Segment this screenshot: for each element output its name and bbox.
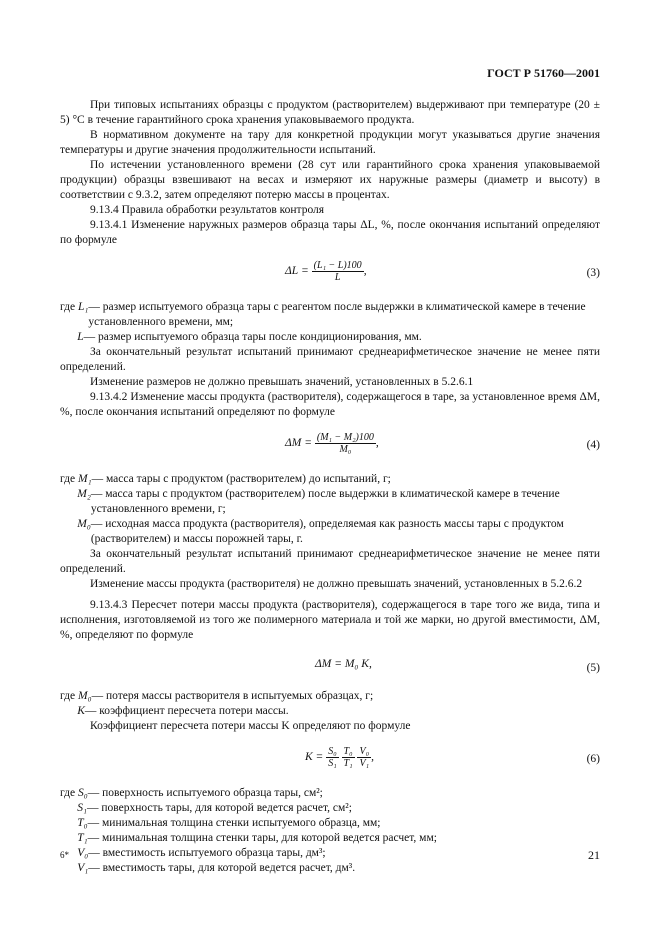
paragraph: Изменение массы продукта (растворителя) не должно превышать значений, установленных в 5.2.6.2 (90, 578, 583, 590)
formula-relation: = (304, 437, 312, 449)
def-symbol: T₀ (77, 817, 88, 829)
def-symbol: M₀ (77, 690, 92, 702)
def-text: — потеря массы растворителя в испытуемых образцах, г; (91, 690, 374, 702)
formula-lhs: K (305, 751, 313, 763)
def-text: — исходная масса продукта (растворителя), определяемая как разность массы тары с продуктом (растворителем) и массы порожней тары, г. (90, 518, 564, 545)
definition-item (60, 861, 600, 876)
paragraph: Изменение размеров не должно превышать значений, установленных в 5.2.6.1 (90, 376, 474, 388)
fraction-denominator: M₀ (339, 444, 352, 455)
def-lead (60, 331, 77, 343)
signature-mark: 6* (60, 850, 69, 860)
def-lead (60, 705, 77, 717)
formula-fraction (357, 746, 371, 769)
fraction-numerator: T₀ (343, 746, 353, 757)
formula-5 (60, 651, 600, 681)
paragraph: 9.13.4.1 Изменение наружных размеров образца тары ΔL, %, после окончания испытаний определяют по формуле (60, 219, 600, 246)
formula-expression: ΔM = M₀ K, (315, 658, 372, 670)
def-text: — поверхность испытуемого образца тары, см²; (87, 787, 323, 799)
def-lead (60, 802, 77, 814)
def-lead: где (60, 301, 78, 313)
formula-fraction (312, 260, 364, 283)
formula-fraction (326, 746, 338, 769)
paragraph: При типовых испытаниях образцы с продуктом (растворителем) выдерживают при температуре (20 ± 5) °С в течение гарантийного срока хранения упаковываемого продукта. (60, 99, 600, 126)
fraction-denominator: L (334, 272, 341, 283)
def-text: — поверхность тары, для которой ведется расчет, см²; (87, 802, 352, 814)
definition-item (60, 330, 600, 345)
fraction-denominator: V₁ (359, 758, 370, 769)
definition-item (60, 487, 600, 517)
paragraph: 9.13.4.2 Изменение массы продукта (растворителя), содержащегося в таре, за установленное время ΔM, %, после окончания испытаний определяют по формуле (60, 391, 600, 418)
formula-number: (5) (586, 662, 600, 674)
def-symbol: V₀ (77, 847, 89, 859)
formula-fraction (342, 746, 355, 769)
def-text: — вместимость испытуемого образца тары, дм³; (88, 847, 326, 859)
def-text: — вместимость тары, для которой ведется расчет, дм³. (88, 862, 356, 874)
paragraph: 9.13.4.3 Пересчет потери массы продукта (растворителя), содержащегося в таре того же вида, типа и исполнения, изготовляемой из того же полимерного материала и той же марки, но другой вместимости, ΔM, %, определяют по формуле (60, 599, 600, 641)
standard-code-header: ГОСТ Р 51760—2001 (487, 66, 600, 80)
section-heading: 9.13.4 Правила обработки результатов контроля (90, 204, 325, 216)
definition-item (60, 689, 600, 704)
def-text: — коэффициент пересчета потери массы. (84, 705, 289, 717)
def-symbol: T₁ (77, 832, 88, 844)
def-symbol: M₂ (77, 488, 91, 500)
formula-number: (4) (586, 439, 600, 451)
fraction-numerator: (L₁ − L)100 (313, 260, 362, 271)
def-symbol: M₀ (77, 518, 91, 530)
paragraph: Коэффициент пересчета потери массы K определяют по формуле (90, 720, 411, 732)
definitions-3 (60, 300, 600, 345)
def-lead (60, 488, 77, 500)
def-symbol: V₁ (77, 862, 89, 874)
page-number: 21 (588, 848, 600, 862)
paragraph: По истечении установленного времени (28 сут или гарантийного срока хранения упаковываемой продукции) образцы взвешивают на весах и измеряют их наружные размеры (диаметр и высоту) в соответствии с 9.3.2, затем определяют потерю массы в процентах. (60, 159, 600, 201)
def-lead: где (60, 473, 78, 485)
definition-item (60, 786, 600, 801)
def-text: — минимальная толщина стенки тары, для которой ведется расчет, мм; (87, 832, 437, 844)
def-symbol: L (77, 331, 84, 343)
formula-3 (60, 256, 600, 292)
formula-4 (60, 428, 600, 464)
definition-item (60, 801, 600, 816)
def-symbol: S₁ (77, 802, 87, 814)
def-lead (60, 518, 77, 530)
fraction-numerator: (M₁ − M₂)100 (316, 432, 374, 443)
definition-item (60, 517, 600, 547)
def-text: — минимальная толщина стенки испытуемого образца, мм; (87, 817, 381, 829)
formula-number: (6) (586, 753, 600, 765)
definition-item (60, 846, 600, 861)
definition-item (60, 704, 600, 719)
def-text: — масса тары с продуктом (растворителем) до испытаний, г; (91, 473, 391, 485)
fraction-numerator: S₀ (328, 746, 337, 757)
definition-item (60, 816, 600, 831)
formula-relation: = (301, 265, 309, 277)
definition-item (60, 300, 600, 330)
definitions-5 (60, 689, 600, 719)
formula-lhs: ΔL (285, 265, 299, 277)
paragraph: За окончательный результат испытаний принимают среднеарифметическое значение не менее пяти определений. (60, 548, 600, 575)
formula-tail: , (371, 751, 374, 763)
def-text: — размер испытуемого образца тары после кондиционирования, мм. (83, 331, 422, 343)
def-symbol: M₁ (77, 473, 92, 485)
def-symbol: L₁ (77, 301, 89, 313)
def-lead: где (60, 690, 78, 702)
def-text: — масса тары с продуктом (растворителем) после выдержки в климатической камере в течение установленного времени, г; (90, 488, 560, 515)
paragraph: В нормативном документе на тару для конкретной продукции могут указываться другие значения температуры и другие значения продолжительности испытаний. (60, 129, 600, 156)
fraction-denominator: T₁ (343, 758, 353, 769)
formula-relation: = (315, 751, 324, 763)
document-page (60, 0, 600, 936)
def-text: — размер испытуемого образца тары с реагентом после выдержки в климатической камере в течение установленного времени, мм; (88, 301, 586, 328)
formula-6 (60, 742, 600, 778)
def-lead (60, 817, 77, 829)
def-symbol: K (77, 705, 85, 717)
page-content (60, 98, 600, 876)
def-lead: где (60, 787, 78, 799)
formula-lhs: ΔM (285, 437, 302, 449)
def-lead (60, 862, 77, 874)
formula-tail: , (363, 265, 367, 277)
formula-fraction (315, 432, 376, 455)
definition-item (60, 472, 600, 487)
def-symbol: S₀ (77, 787, 88, 799)
definitions-4 (60, 472, 600, 547)
paragraph: За окончательный результат испытаний принимают среднеарифметическое значение не менее пяти определений. (60, 346, 600, 373)
def-lead (60, 832, 77, 844)
formula-number: (3) (586, 267, 600, 279)
fraction-denominator: S₁ (328, 758, 337, 769)
definitions-6 (60, 786, 600, 876)
fraction-numerator: V₀ (359, 746, 370, 757)
definition-item (60, 831, 600, 846)
formula-tail: , (375, 437, 379, 449)
